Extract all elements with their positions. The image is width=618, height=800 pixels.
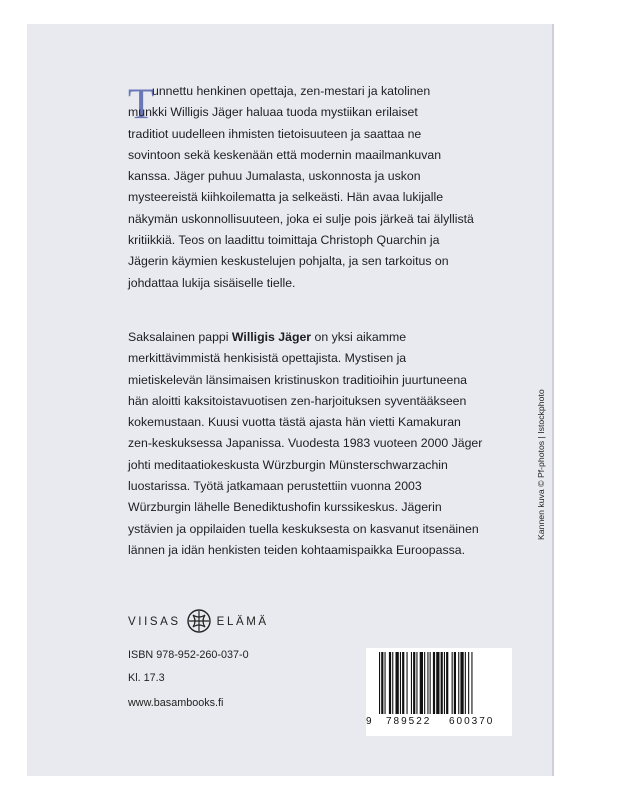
barcode-bar — [411, 652, 412, 714]
isbn-text: ISBN 978-952-260-037-0 — [128, 649, 249, 661]
barcode-bar — [433, 652, 435, 714]
barcode-bar — [396, 652, 399, 714]
author-bio-line: hän aloitti kaksitoistavuotisen zen-harjoituksen syventääkseen — [128, 393, 467, 408]
barcode-bar — [446, 652, 448, 714]
author-bio-line: ystävien ja oppilaiden tuella keskuksesta on kasvanut itsenäinen — [128, 521, 479, 536]
barcode-bar — [420, 652, 423, 714]
barcode-left-group: 789522 — [386, 716, 432, 727]
barcode-right-group: 600370 — [449, 716, 495, 727]
author-bio-first-line — [128, 327, 482, 348]
description-line: traditiot uudelleen ihmisten tietoisuuteen ja saattaa ne — [128, 126, 422, 141]
ornament-circle-icon — [187, 609, 211, 636]
description-line: unnettu henkinen opettaja, zen-mestari ja katolinen — [152, 84, 431, 98]
author-bio-line: merkittävimmistä henkisistä opettajista. Mystisen ja — [128, 351, 407, 366]
website-text: www.basambooks.fi — [128, 697, 224, 709]
barcode-bar — [381, 652, 383, 714]
author-name: Willigis Jäger — [231, 330, 312, 344]
author-bio-suffix: on yksi aikamme — [311, 330, 407, 344]
barcode-bar — [407, 652, 408, 714]
author-bio-line: mietiskelevän länsimaisen kristinuskon traditioihin juurtuneena — [128, 372, 468, 387]
barcode-bar — [471, 652, 472, 714]
barcode-bar — [400, 652, 401, 714]
barcode-bar — [385, 652, 386, 714]
drop-cap: T — [128, 81, 155, 128]
barcode-bar — [458, 652, 459, 714]
barcode-bar — [392, 652, 393, 714]
barcode-bar — [468, 652, 469, 714]
barcode-bar — [465, 652, 466, 714]
barcode-bar — [424, 652, 425, 714]
publisher-name-right: ELÄMÄ — [216, 616, 269, 628]
author-bio-paragraph — [128, 327, 482, 561]
author-bio-line: luostarissa. Työtä jatkamaan perustettiin vuonna 2003 — [128, 479, 422, 494]
description-line: kritiikkiä. Teos on laadittu toimittaja Christoph Quarchin ja — [128, 233, 440, 248]
barcode-bar — [379, 652, 380, 714]
description-paragraph — [128, 81, 474, 294]
barcode-bar — [402, 652, 404, 714]
description-line: näkymän uskonnollisuuteen, joka ei sulje pois järkeä tai älyllistä — [128, 211, 474, 226]
author-bio-line: lännen ja idän henkisten teiden kohtaamispaikka Euroopassa. — [128, 542, 466, 557]
barcode-first-digit: 9 — [366, 716, 372, 727]
barcode-bar — [416, 652, 417, 714]
barcode-bar — [452, 652, 453, 714]
barcode-bar — [460, 652, 463, 714]
publisher-name-left: VIISAS — [128, 616, 181, 628]
author-bio-line: johti meditaatiokeskusta Würzburgin Münsterschwarzachin — [128, 457, 448, 472]
description-line: Jägerin käymien keskustelujen pohjalta, ja sen tarkoitus on — [128, 254, 449, 269]
description-line: johdattaa lukija sisäiselle tielle. — [128, 275, 296, 290]
author-bio-line: Würzburgin lähelle Benediktushofin kurssikeskus. Jägerin — [128, 500, 442, 515]
description-line: sovintoon sekä keskenään että modernin maailmankuvan — [128, 147, 442, 162]
barcode-bar — [389, 652, 391, 714]
barcode-bar — [444, 652, 445, 714]
description-line: munkki Willigis Jäger haluaa tuoda mystiikan erilaiset — [128, 105, 418, 120]
author-bio-line: zen-keskuksessa Japanissa. Vuodesta 1983 vuoteen 2000 Jäger — [128, 436, 483, 451]
author-bio-prefix: Saksalainen pappi — [128, 330, 232, 344]
publisher-logo — [128, 610, 269, 634]
barcode-bar — [413, 652, 415, 714]
cover-edge — [552, 24, 554, 776]
author-bio-line: kokemustaan. Kuusi vuotta tästä ajasta hän vietti Kamakuran — [128, 415, 461, 430]
barcode-bar — [441, 652, 443, 714]
barcode-bar — [427, 652, 428, 714]
cover-photo-credit: Kannen kuva © Pf-photos | Istockphoto — [536, 389, 546, 540]
isbn-barcode — [366, 648, 512, 736]
description-line: mysteereistä kiihkoilematta ja selkeästi. Hän avaa lukijalle — [128, 190, 444, 205]
description-line: kanssa. Jäger puhuu Jumalasta, uskonnosta ja uskon — [128, 169, 421, 184]
classification-text: Kl. 17.3 — [128, 672, 165, 684]
barcode-bar — [430, 652, 431, 714]
barcode-bar — [436, 652, 439, 714]
barcode-bar — [454, 652, 456, 714]
barcode-bars — [371, 652, 507, 722]
